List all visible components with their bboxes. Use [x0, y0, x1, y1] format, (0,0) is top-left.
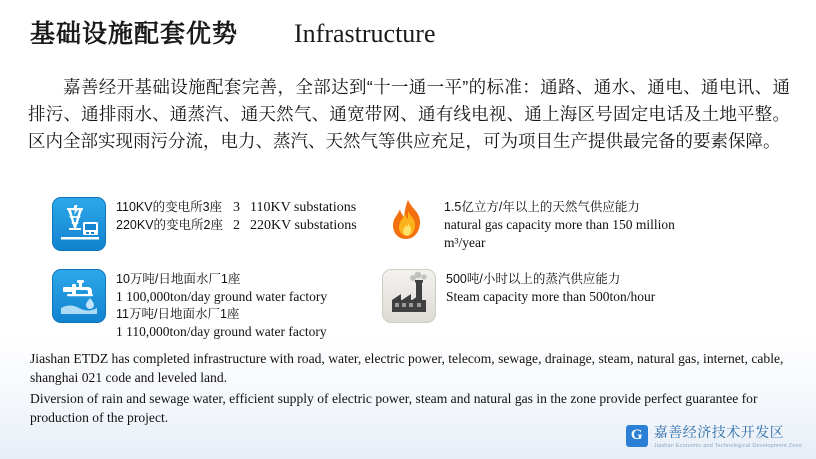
water-row-1-cn: 11万吨/日地面水厂1座	[116, 307, 240, 321]
logo-text	[654, 422, 802, 449]
power-row-1-num: 2	[232, 218, 240, 233]
power-row-0-cn: 110KV的变电所3座	[116, 200, 223, 214]
feature-gas	[382, 197, 694, 252]
lead-paragraph: 嘉善经开基础设施配套完善，全部达到“十一通一平”的标准：通路、通水、通电、通电讯、通排污、通排雨水、通蒸汽、通天然气、通宽带网、通有线电视、通上海区号固定电话及土地平整。区内全部实现雨污分流，电力、蒸汽、天然气等供应充足，可为项目生产提供最完备的要素保障。	[28, 77, 790, 151]
page-title-en: Infrastructure	[294, 19, 436, 48]
feature-power-text	[116, 197, 357, 235]
steam-line-en: Steam capacity more than 500ton/hour	[446, 289, 656, 304]
logo-mark-icon: G	[626, 425, 648, 447]
power-row-1-en: 220KV substations	[249, 218, 357, 233]
water-row-1-en: 1 110,000ton/day ground water factory	[116, 324, 327, 339]
flame-icon	[382, 197, 434, 249]
factory-icon	[382, 269, 436, 323]
power-row-0-num: 3	[232, 200, 240, 215]
substation-icon	[52, 197, 106, 251]
footer-logo	[626, 422, 802, 449]
summary-line-1: Diversion of rain and sewage water, efficient supply of electric power, steam and natural gas in the zone provide perfect guarantee for production of the project.	[30, 391, 758, 425]
water-row-0-en: 1 100,000ton/day ground water factory	[116, 289, 328, 304]
page-title-cn: 基础设施配套优势	[30, 20, 239, 48]
power-row-0-en: 110KV substations	[249, 200, 357, 215]
feature-steam	[382, 269, 696, 323]
summary-line-0: Jiashan ETDZ has completed infrastructure with road, water, electric power, telecom, sewage, drainage, steam, natural gas, internet, cable, shanghai 021 code and leveled land.	[30, 351, 784, 385]
faucet-icon	[52, 269, 106, 323]
summary-text	[30, 349, 786, 429]
feature-water-text	[116, 269, 366, 341]
feature-water	[52, 269, 366, 341]
logo-name-en: Jiashan Economic and Technological Development Zone	[653, 443, 802, 449]
gas-line-en: natural gas capacity more than 150 million m³/year	[444, 217, 675, 250]
logo-name-cn: 嘉善经济技术开发区	[653, 424, 785, 440]
feature-group	[0, 193, 816, 343]
water-row-0-cn: 10万吨/日地面水厂1座	[116, 272, 241, 286]
feature-power	[52, 197, 357, 251]
feature-gas-text	[444, 197, 694, 252]
slide-title	[30, 14, 790, 50]
power-row-1-cn: 220KV的变电所2座	[116, 218, 223, 232]
feature-steam-text	[446, 269, 696, 306]
steam-line-cn: 500吨/小时以上的蒸汽供应能力	[446, 272, 621, 286]
gas-line-cn: 1.5亿立方/年以上的天然气供应能力	[444, 200, 640, 214]
